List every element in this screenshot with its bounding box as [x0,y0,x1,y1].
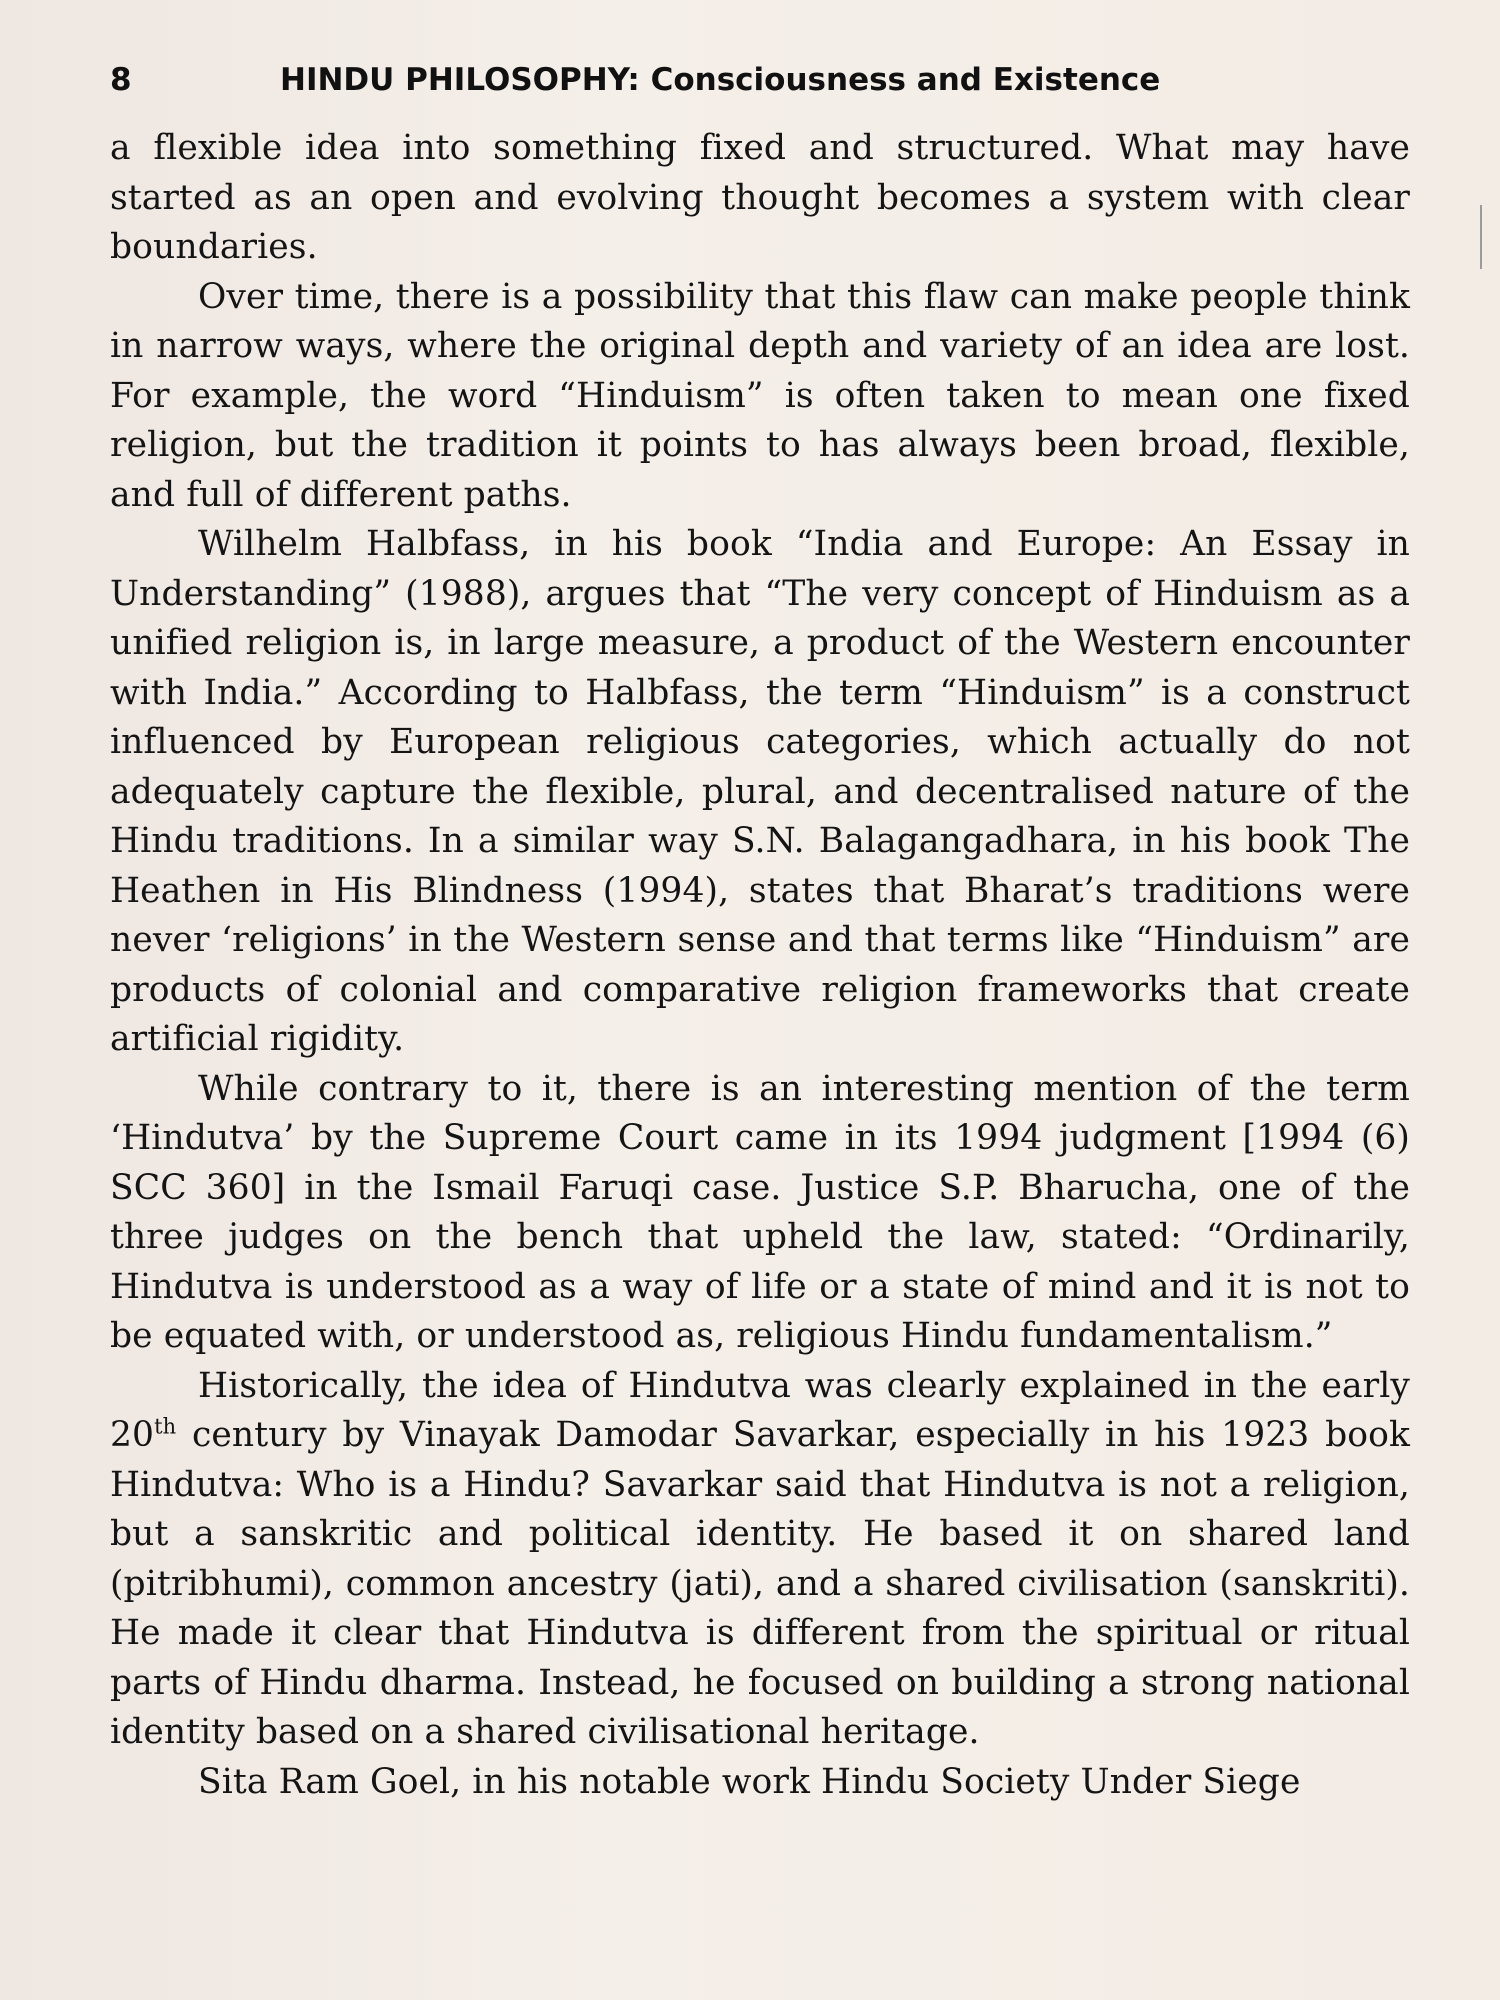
paragraph: While contrary to it, there is an interesting mention of the term ‘Hindutva’ by the Supreme Court came in its 1994 judgment [1994 (6) SCC 360] in the Ismail Faruqi case. Justice S.P. Bharucha, one of the three judges on the bench that upheld the law, stated: “Ordinarily, Hindutva is understood as a way of life or a state of mind and it is not to be equated with, or understood as, religious Hindu fundamentalism.” [110,1068,1410,1356]
paragraph: a flexible idea into something fixed and structured. What may have started as an open and evolving thought becomes a system with clear boundaries. [110,128,1410,267]
superscript: th [154,1414,177,1439]
paragraph-text: Historically, the idea of Hindutva was clearly explained in the early 20 [110,1365,1410,1455]
paragraph: Wilhelm Halbfass, in his book “India and Europe: An Essay in Understanding” (1988), argues that “The very concept of Hinduism as a unified religion is, in large measure, a product of the Western encounter with India.” According to Halbfass, the term “Hinduism” is a construct influenced by European religious categories, which actually do not adequately capture the flexible, plural, and decentralised nature of the Hindu traditions. In a similar way S.N. Balagangadhara, in his book The Heathen in His Blindness (1994), states that Bharat’s traditions were never ‘religions’ in the Western sense and that terms like “Hinduism” are products of colonial and comparative religion frameworks that create artificial rigidity. [110,524,1410,1059]
running-title: HINDU PHILOSOPHY: Consciousness and Existence [280,62,1161,98]
body-text [110,124,1410,1807]
paragraph: Sita Ram Goel, in his notable work Hindu Society Under Siege [198,1761,1301,1802]
paragraph-text: century by Vinayak Damodar Savarkar, especially in his 1923 book Hindutva: Who is a Hindu? Savarkar said that Hindutva is not a religion, but a sanskritic and political identity. He based it on shared land (pitribhumi), common ancestry (jati), and a shared civilisation (sanskriti). He made it clear that Hindutva is different from the spiritual or ritual parts of Hindu dharma. Instead, he focused on building a strong national identity based on a shared civilisational heritage. [110,1415,1410,1752]
paragraph [110,1362,1410,1758]
page-number: 8 [110,62,132,98]
page-header [110,50,1410,110]
paragraph: Over time, there is a possibility that this flaw can make people think in narrow ways, where the original depth and variety of an idea are lost. For example, the word “Hinduism” is often taken to mean one fixed religion, but the tradition it points to has always been broad, flexible, and full of different paths. [110,276,1410,515]
margin-mark [1480,205,1482,269]
